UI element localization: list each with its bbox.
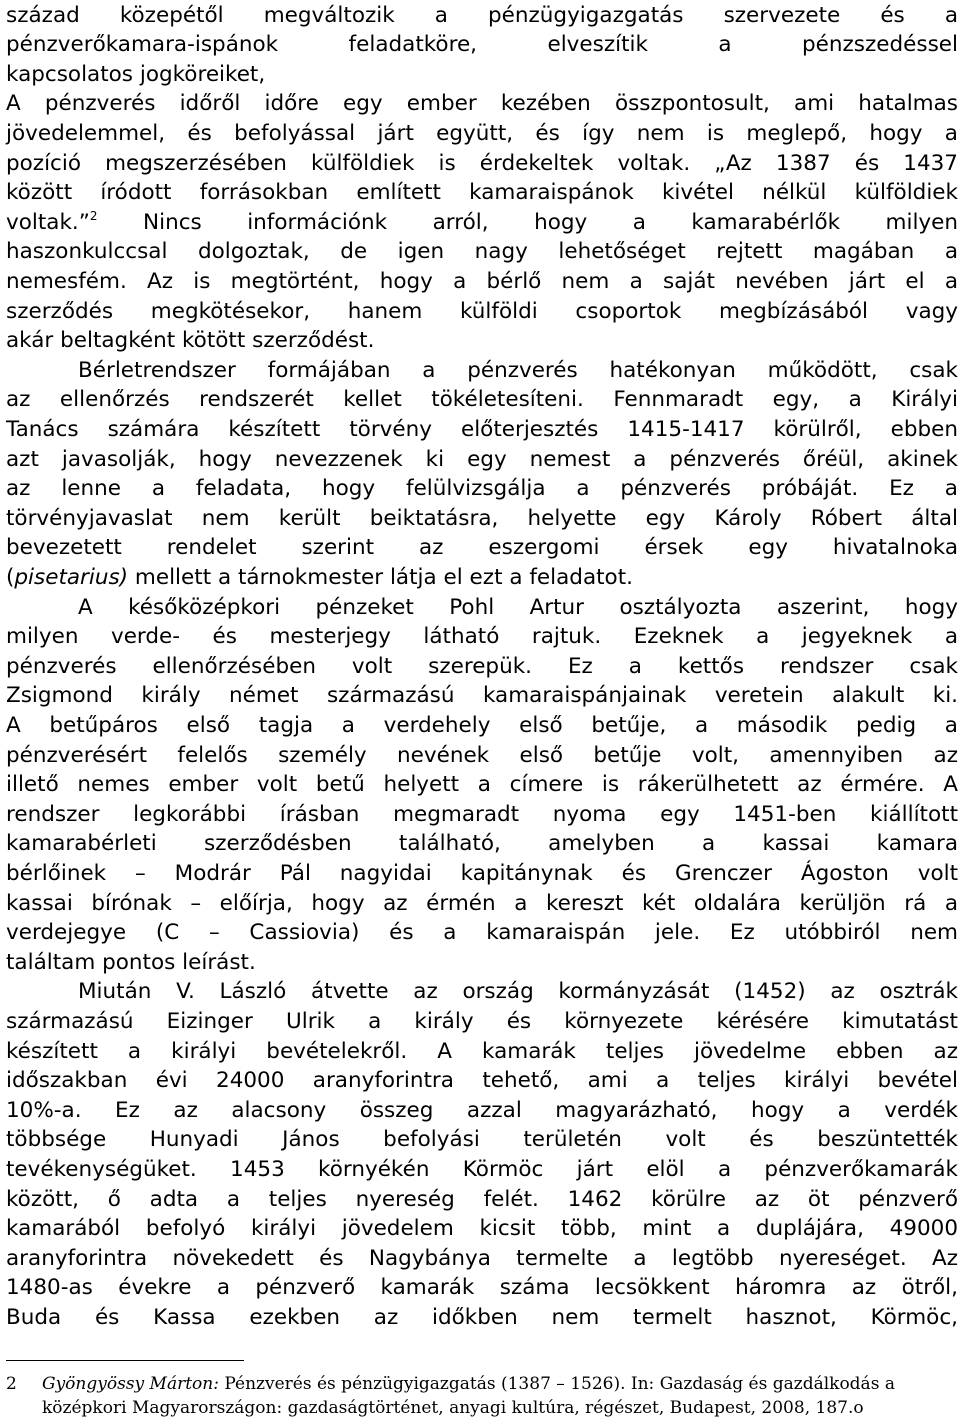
text-line [6, 1214, 958, 1244]
text-line [6, 652, 958, 682]
text-run: Bérletrendszer formájában a pénzverés hatékonyan működött, csak [78, 357, 958, 383]
text-line [6, 1244, 958, 1274]
text-line [6, 770, 958, 800]
text-line [6, 149, 958, 179]
text-run: A későközépkori pénzeket Pohl Artur osztályozta aszerint, hogy [78, 594, 958, 620]
text-line [6, 1007, 958, 1037]
text-run: szerződés megkötésekor, hanem külföldi csoportok megbízásából vagy [6, 298, 958, 324]
text-line [6, 1, 958, 31]
text-line [6, 504, 958, 534]
text-run: Zsigmond király német származású kamaraispánjainak veretein alakult ki. [6, 683, 958, 709]
text-line [6, 711, 958, 741]
text-line [6, 800, 958, 830]
footnote-author: Gyöngyössy Márton: [42, 1374, 219, 1394]
text-run: többsége Hunyadi János befolyási területén volt és beszüntették [6, 1127, 958, 1153]
text-run: Nincs információnk arról, hogy a kamarabérlők milyen [97, 209, 958, 235]
text-run: kapcsolatos jogköreiket, [6, 61, 266, 87]
text-line [6, 681, 958, 711]
text-line [6, 1037, 958, 1067]
text-line [6, 474, 958, 504]
text-line [6, 1096, 958, 1126]
footnote-line-2: középkori Magyarországon: gazdaságtörténet, anyagi kultúra, régészet, Budapest, 2008, 187.o [42, 1398, 864, 1418]
text-run: bevezetett rendelet szerint az eszergomi érsek egy hivatalnoka [6, 535, 958, 561]
text-run: időszakban évi 24000 aranyforintra tehető, ami a teljes királyi bevétel [6, 1068, 958, 1094]
footnote-number: 2 [6, 1374, 17, 1394]
footnote-line-1 [6, 1372, 958, 1396]
text-run: az lenne a feladata, hogy felülvizsgálja a pénzverés próbáját. Ez a [6, 476, 958, 502]
text-line [6, 1125, 958, 1155]
text-run: azt javasolják, hogy nevezzenek ki egy nemest a pénzverés őréül, akinek [6, 446, 958, 472]
text-run: származású Eizinger Ulrik a király és környezete kérésére kimutatást [6, 1008, 958, 1034]
text-line [6, 1273, 958, 1303]
text-run: pénzverés ellenőrzésében volt szerepük. Ez a kettős rendszer csak [6, 653, 958, 679]
text-run: Tanács számára készített törvény előterjesztés 1415-1417 körülről, ebben [6, 416, 958, 442]
text-line [6, 1185, 958, 1215]
text-line [6, 297, 958, 327]
text-run: nemesfém. Az is megtörtént, hogy a bérlő nem a saját nevében járt el a [6, 268, 958, 294]
text-run: voltak.” [6, 209, 90, 235]
footnote-citation: Pénzverés és pénzügyigazgatás (1387 – 1526). In: Gazdaság és gazdálkodás a [218, 1374, 895, 1394]
text-run: rendszer legkorábbi írásban megmaradt nyoma egy 1451-ben kiállított [6, 801, 958, 827]
text-run: pénzverésért felelős személy nevének első betűje volt, amennyiben az [6, 742, 958, 768]
italic-term: pisetarius) [14, 564, 129, 590]
text-line [6, 622, 958, 652]
text-line [6, 356, 958, 386]
text-line [6, 1155, 958, 1185]
text-line [6, 918, 958, 948]
text-line [6, 30, 958, 60]
text-line [6, 977, 958, 1007]
text-line [6, 563, 958, 593]
text-run: mellett a tárnokmester látja el ezt a feladatot. [128, 564, 633, 590]
text-line [6, 948, 958, 978]
text-run: verdejegye (C – Cassiovia) és a kamaraispán jele. Ez utóbbiról nem [6, 920, 958, 946]
text-run: jövedelemmel, és befolyással járt együtt, és így nem is meglepő, hogy a [6, 120, 958, 146]
text-run: kamarabérleti szerződésben található, amelyben a kassai kamara [6, 831, 958, 857]
text-run: pozíció megszerzésében külföldiek is érdekeltek voltak. „Az 1387 és 1437 [6, 150, 958, 176]
footnote-reference: 2 [89, 208, 98, 223]
text-run: Buda és Kassa ezekben az időkben nem termelt hasznot, Körmöc, [6, 1304, 958, 1330]
text-line [6, 237, 958, 267]
text-run: kassai bírónak – előírja, hogy az érmén a kereszt két oldalára kerüljön rá a [6, 890, 958, 916]
text-line [6, 1066, 958, 1096]
text-line [6, 445, 958, 475]
text-run: század közepétől megváltozik a pénzügyigazgatás szervezete és a [6, 2, 958, 28]
text-line [6, 859, 958, 889]
text-line [6, 267, 958, 297]
text-line [6, 889, 958, 919]
text-run: illető nemes ember volt betű helyett a címere is rákerülhetett az érmére. A [6, 772, 958, 798]
text-run: készített a királyi bevételekről. A kamarák teljes jövedelme ebben az [6, 1038, 958, 1064]
text-line [6, 60, 958, 90]
text-run: 10%-a. Ez az alacsony összeg azzal magyarázható, hogy a verdék [6, 1097, 958, 1123]
text-run: találtam pontos leírást. [6, 949, 256, 975]
text-run: aranyforintra növekedett és Nagybánya termelte a legtöbb nyereséget. Az [6, 1245, 958, 1271]
text-line [6, 385, 958, 415]
text-line [6, 415, 958, 445]
text-line [6, 829, 958, 859]
text-line [6, 89, 958, 119]
text-run: között, ő adta a teljes nyereség felét. 1462 körülre az öt pénzverő [6, 1186, 958, 1212]
text-line [6, 326, 958, 356]
text-run: milyen verde- és mesterjegy látható rajtuk. Ezeknek a jegyeknek a [6, 624, 958, 650]
text-run: kamarából befolyó királyi jövedelem kicsit több, mint a duplájára, 49000 [6, 1216, 958, 1242]
text-line [6, 741, 958, 771]
text-line [6, 1303, 958, 1333]
text-run: az ellenőrzés rendszerét kellet tökéletesíteni. Fennmaradt egy, a Királyi [6, 387, 958, 413]
text-run: tevékenységüket. 1453 környékén Körmöc járt elöl a pénzverőkamarák [6, 1156, 958, 1182]
text-run: pénzverőkamara-ispánok feladatköre, elveszítik a pénzszedéssel [6, 32, 958, 58]
text-run: haszonkulccsal dolgoztak, de igen nagy lehetőséget rejtett magában a [6, 239, 958, 265]
text-run: akár beltagként kötött szerződést. [6, 328, 375, 354]
text-line [6, 533, 958, 563]
text-line [6, 119, 958, 149]
text-run: A betűpáros első tagja a verdehely első betűje, a második pedig a [6, 712, 958, 738]
text-run: között íródott forrásokban említett kamaraispánok kivétel nélkül külföldiek [6, 180, 958, 206]
text-run: 1480-as évekre a pénzverő kamarák száma lecsökkent háromra az ötről, [6, 1275, 958, 1301]
text-run: törvényjavaslat nem került beiktatásra, helyette egy Károly Róbert által [6, 505, 958, 531]
text-line [6, 208, 958, 238]
text-line [6, 593, 958, 623]
text-run: ( [6, 564, 15, 590]
text-line [6, 178, 958, 208]
footnote-separator [6, 1360, 244, 1361]
text-run: A pénzverés időről időre egy ember kezében összpontosult, ami hatalmas [6, 91, 958, 117]
text-run: Miután V. László átvette az ország kormányzását (1452) az osztrák [78, 979, 958, 1005]
text-run: bérlőinek – Modrár Pál nagyidai kapitánynak és Grenczer Ágoston volt [6, 860, 958, 886]
